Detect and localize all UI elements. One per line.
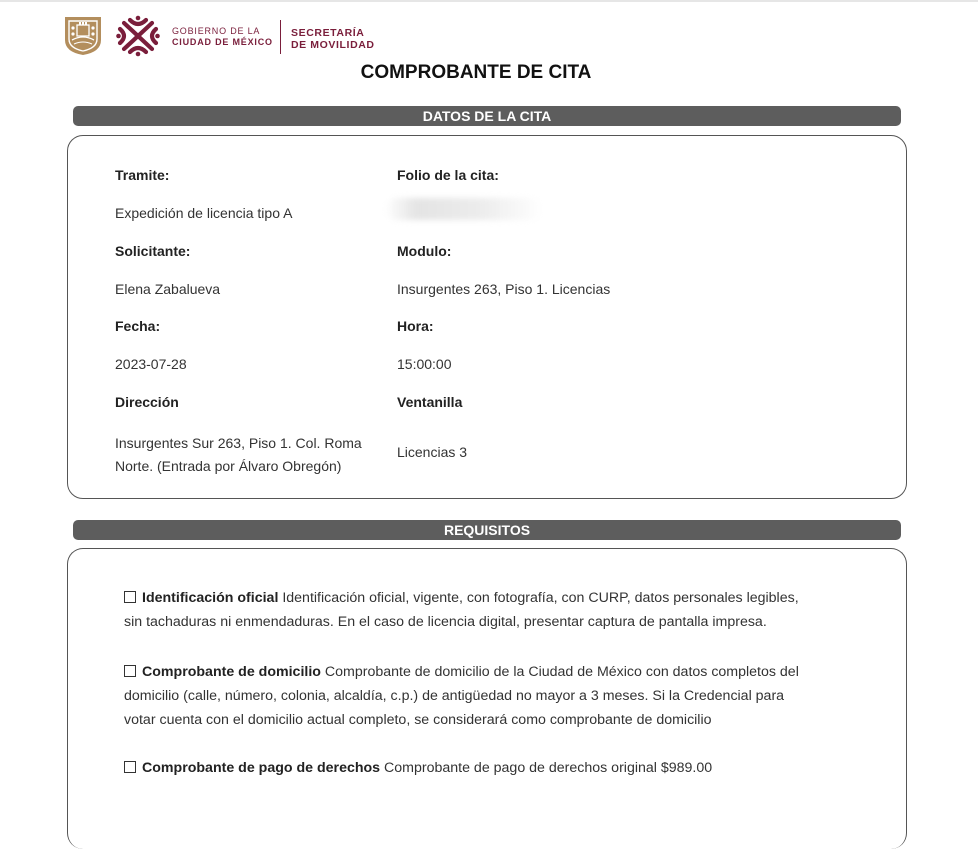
requisito-text: votar cuenta con el domicilio actual completo, se considerará como comprobante de domicilio: [124, 712, 712, 728]
solicitante-value: Elena Zabalueva: [115, 281, 221, 297]
requisito-text: Identificación oficial, vigente, con fotografía, con CURP, datos personales legibles,: [278, 590, 799, 606]
document-title: COMPROBANTE DE CITA: [360, 62, 592, 83]
requisito-text: domicilio (calle, número, colonia, alcaldía, c.p.) de antigüedad no mayor a 3 meses. Si la Credencial para: [124, 688, 785, 704]
sec-line2: DE MOVILIDAD: [291, 39, 375, 51]
gov-cdmx-text: [172, 26, 273, 48]
requisito-item: [124, 586, 854, 634]
hora-value: 15:00:00: [397, 356, 452, 372]
ventanilla-label: Ventanilla: [397, 394, 463, 410]
checkbox-icon[interactable]: [124, 591, 136, 603]
requisito-item: [124, 756, 854, 780]
requisito-title: Comprobante de domicilio: [142, 664, 321, 680]
direccion-label: Dirección: [115, 394, 179, 410]
ventanilla-value: Licencias 3: [397, 444, 468, 460]
gov-line2: CIUDAD DE MÉXICO: [172, 37, 273, 47]
checkbox-icon[interactable]: [124, 761, 136, 773]
folio-label: Folio de la cita:: [397, 167, 499, 183]
requisito-text: sin tachaduras ni enmendaduras. En el caso de licencia digital, presentar captura de pantalla impresa.: [124, 614, 767, 630]
requisito-text: Comprobante de pago de derechos original $989.00: [380, 760, 713, 776]
requisito-text: Comprobante de domicilio de la Ciudad de México con datos completos del: [320, 664, 799, 680]
section-bar-requisitos: REQUISITOS: [73, 520, 901, 540]
tramite-value: Expedición de licencia tipo A: [115, 205, 293, 221]
direccion-line1: Insurgentes Sur 263, Piso 1. Col. Roma: [115, 435, 362, 451]
tramite-label: Tramite:: [115, 167, 170, 183]
direccion-value: [115, 432, 362, 478]
requisito-title: Identificación oficial: [142, 590, 279, 606]
hora-label: Hora:: [397, 318, 434, 334]
header-divider: [280, 20, 281, 54]
section-bar-datos-cita: DATOS DE LA CITA: [73, 106, 901, 126]
modulo-value: Insurgentes 263, Piso 1. Licencias: [397, 281, 611, 297]
top-border: [0, 0, 978, 2]
checkbox-icon[interactable]: [124, 665, 136, 677]
sec-line1: SECRETARÍA: [291, 27, 365, 39]
modulo-label: Modulo:: [397, 243, 452, 259]
cdmx-shield-logo: [62, 14, 104, 56]
folio-value-redacted: [385, 198, 543, 220]
gov-line1: GOBIERNO DE LA: [172, 26, 261, 36]
requisito-item: [124, 660, 854, 732]
direccion-line2: Norte. (Entrada por Álvaro Obregón): [115, 458, 342, 474]
cdmx-knot-logo: [116, 15, 160, 57]
solicitante-label: Solicitante:: [115, 243, 191, 259]
fecha-value: 2023-07-28: [115, 356, 187, 372]
fecha-label: Fecha:: [115, 318, 161, 334]
requisito-title: Comprobante de pago de derechos: [142, 760, 381, 776]
secretaria-text: [291, 27, 375, 51]
